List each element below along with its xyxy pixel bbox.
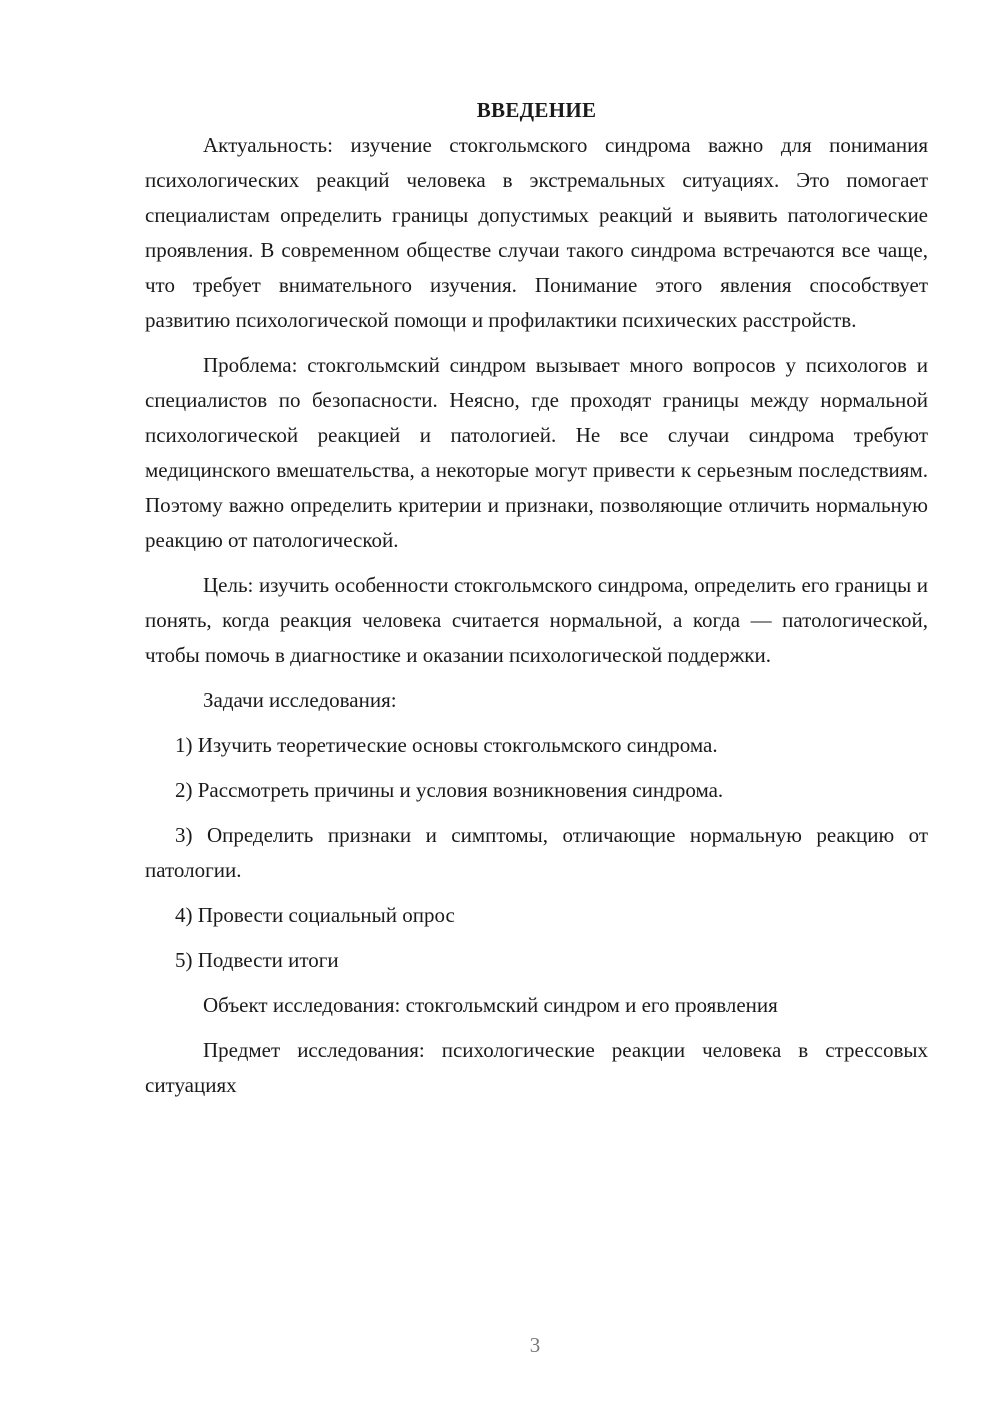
task-item-5: 5) Подвести итоги: [175, 948, 339, 972]
subject-paragraph: Предмет исследования: психологические реакции человека в стрессовых ситуациях: [145, 1038, 928, 1097]
tasks-title: Задачи исследования:: [203, 688, 397, 712]
problem-paragraph: Проблема: стокгольмский синдром вызывает много вопросов у психологов и специалистов по безопасности. Неясно, где проходят границы между нормальной психологической реакцией и патологией. Не все случаи синдрома требуют медицинского вмешательства, а некоторые могут привести к серьезным последствиям. Поэтому важно определить критерии и признаки, позволяющие отличить нормальную реакцию от патологической.: [145, 353, 928, 552]
page-title: ВВЕДЕНИЕ: [476, 98, 597, 122]
relevance-paragraph: Актуальность: изучение стокгольмского синдрома важно для понимания психологических реакций человека в экстремальных ситуациях. Это помогает специалистам определить границы допустимых реакций и выявить патологические проявления. В современном обществе случаи такого синдрома встречаются все чаще, что требует внимательного изучения. Понимание этого явления способствует развитию психологической помощи и профилактики психических расстройств.: [145, 133, 928, 332]
task-item-4: 4) Провести социальный опрос: [175, 903, 455, 927]
task-item-2: 2) Рассмотреть причины и условия возникновения синдрома.: [175, 778, 724, 802]
page-number: 3: [529, 1333, 541, 1357]
object-paragraph: Объект исследования: стокгольмский синдром и его проявления: [203, 993, 778, 1017]
goal-paragraph: Цель: изучить особенности стокгольмского синдрома, определить его границы и понять, когда реакция человека считается нормальной, а когда — патологической, чтобы помочь в диагностике и оказании психологической поддержки.: [145, 573, 928, 667]
task-item-3: 3) Определить признаки и симптомы, отличающие нормальную реакцию от патологии.: [145, 823, 928, 882]
document-page: [145, 93, 928, 1113]
task-item-1: 1) Изучить теоретические основы стокгольмского синдрома.: [175, 733, 718, 757]
